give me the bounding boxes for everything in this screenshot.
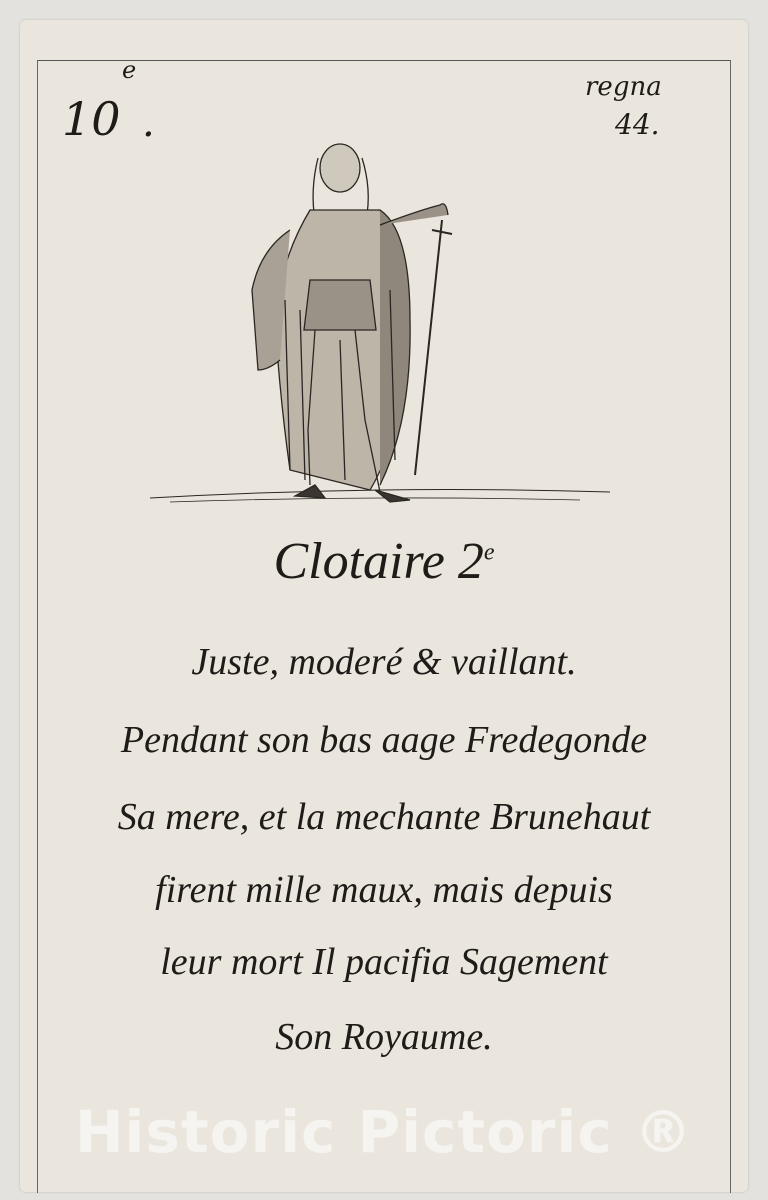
description-line-6: Son Royaume. [275,1016,493,1058]
card-number: 10 [62,92,121,146]
card-number-suffix: e [122,56,137,84]
description-line-1: Juste, moderé & vaillant. [191,641,577,683]
regna-years: 44. [615,108,660,141]
title-suffix: e [483,539,495,566]
description-line-2: Pendant son bas aage Fredegonde [120,719,648,761]
watermark: Historic Pictoric ® [75,1098,693,1166]
card-number-dot: . [142,100,155,146]
description-line-4: firent mille maux, mais depuis [155,869,613,911]
title-text: Clotaire 2 [273,533,484,590]
description-line-5: leur mort Il pacifia Sagement [160,941,608,983]
description-line-3: Sa mere, et la mechante Brunehaut [117,796,651,838]
king-name-title [0,532,768,591]
regna-label: regna [585,72,662,102]
king-figure-engraving [140,140,630,520]
